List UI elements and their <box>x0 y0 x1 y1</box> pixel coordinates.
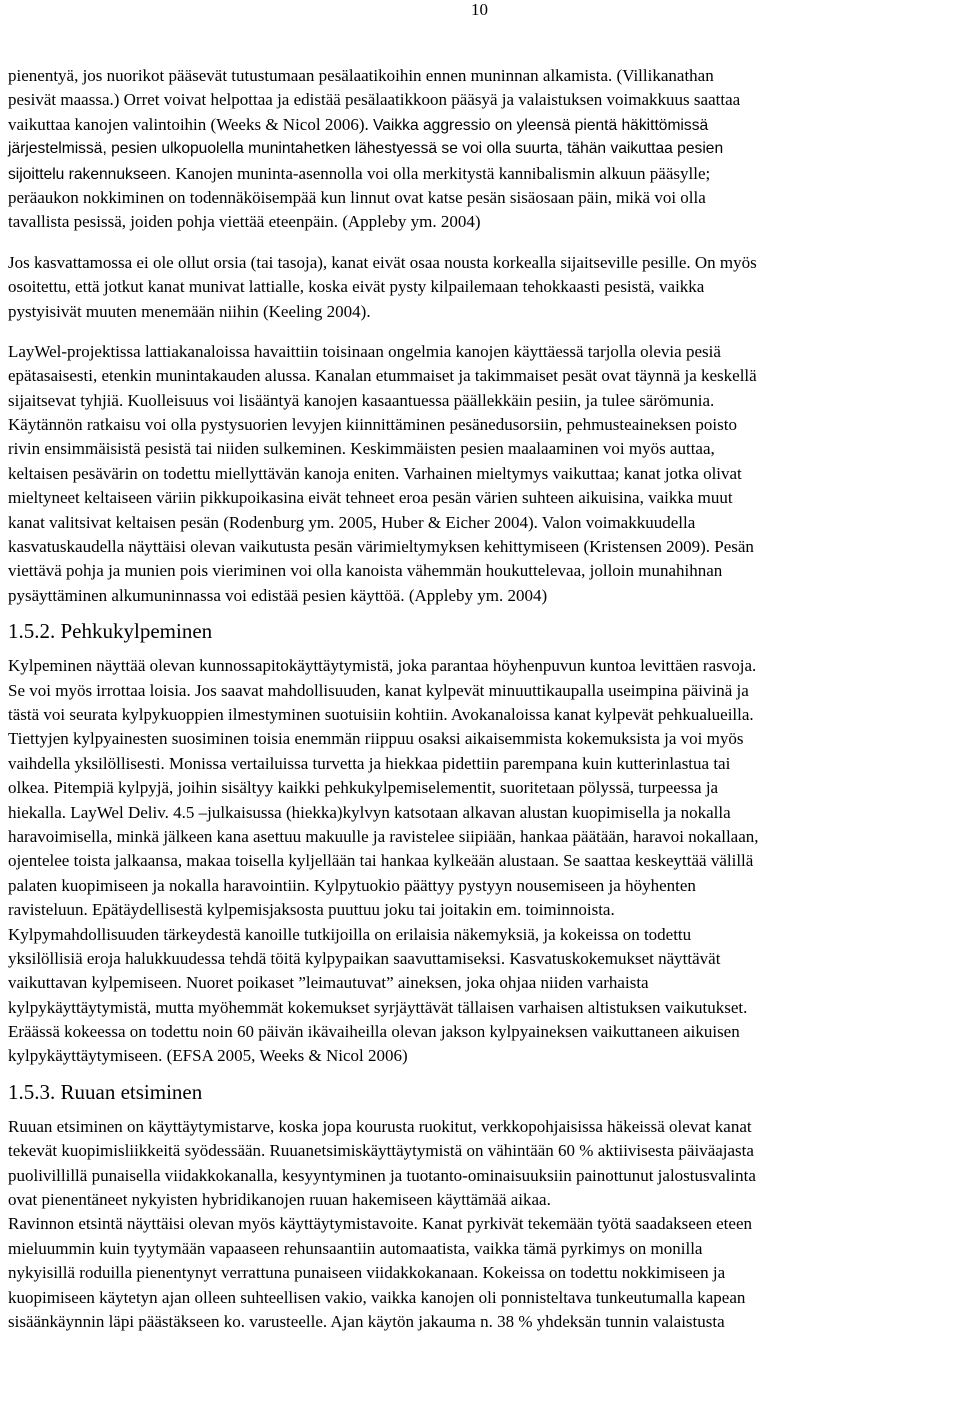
text-run: tavallista pesissä, joiden pohja viettää eteenpäin. (Appleby ym. 2004) <box>8 212 481 232</box>
text-run: pysäyttäminen alkumuninnassa voi edistää pesien käyttöä. (Appleby ym. 2004) <box>8 585 548 605</box>
section-heading-1-5-3: 1.5.3. Ruuan etsiminen <box>8 1079 203 1104</box>
text-line: nykyisillä roduilla pienentynyt verrattuna punaiseen viidakkokanaan. Kokeissa on todettu nokkimiseen ja <box>8 1263 726 1283</box>
text-line: ojentelee toista jalkaansa, makaa toisella kyljellään tai hankaa kylkeään alustaan. Se saattaa keskeyttää välillä <box>8 851 754 871</box>
text-line: vaikuttavan kylpemiseen. Nuoret poikaset ”leimautuvat” aineksen, joka ohjaa niiden varhaista <box>8 973 649 993</box>
text-line <box>8 137 960 161</box>
text-line <box>8 113 960 137</box>
text-line <box>8 437 960 461</box>
text-run: pienentyä, jos nuorikot pääsevät tutustumaan pesälaatikoihin ennen muninnan alkamista. (Villikanathan <box>8 66 714 85</box>
paragraph-laywel <box>8 340 960 608</box>
text-line: kuopimiseen käytetyn ajan olleen suhteellisen vakio, vaikka kanojen oli ponnisteltava tunkeutumalla kapean <box>8 1287 746 1307</box>
text-line <box>8 584 960 608</box>
text-run-sans: Vaikka aggressio on yleensä pientä häkittömissä <box>373 116 709 134</box>
text-line <box>8 162 960 186</box>
text-line <box>8 364 960 388</box>
paragraph-nesting-intro <box>8 64 960 235</box>
text-line <box>8 210 960 234</box>
text-line: tästä voi seurata kylpykuoppien ilmestyminen suotuisiin kohtiin. Avokanaloissa kanat kylpevät pehkualueilla. <box>8 704 754 724</box>
text-line <box>8 413 960 437</box>
text-line <box>8 88 960 112</box>
text-line: Tiettyjen kylpyainesten suosiminen toisia enemmän riippuu osaksi aikaisemmista kokemuksista ja voi myös <box>8 729 744 749</box>
text-line <box>8 275 960 299</box>
text-line <box>8 389 960 413</box>
text-line: palaten kuopimiseen ja nokalla haravointiin. Kylpytuokio päättyy pystyyn nousemiseen ja höyhenten <box>8 875 696 895</box>
text-line: Se voi myös irrottaa loisia. Jos saavat mahdollisuuden, kanat kylpevät minuuttikaupalla useimpina päivinä ja <box>8 680 749 700</box>
text-line <box>8 511 960 535</box>
text-line: tekevät kuopimisliikkeitä syödessään. Ruuanetsimiskäyttäytymistä on vähintään 60 % aktiivisesta päiväajasta <box>8 1141 754 1161</box>
section-gap <box>8 1107 960 1115</box>
text-line: kylpykäyttäytymistä, mutta myöhemmät kokemukset syrjäyttävät tällaisen varhaisen altistuksen vaikutukset. <box>8 997 748 1017</box>
text-line <box>8 300 960 324</box>
text-run: Kanojen muninta-asennolla voi olla merkitystä kannibalismin alkuun pääsylle; <box>175 163 711 183</box>
text-line: Kylpymahdollisuuden tärkeydestä kanoille tutkijoilla on erilaisia näkemyksiä, ja kokeissa on todettu <box>8 924 692 944</box>
text-run: sijaitsevat tyhjiä. Kuolleisuus voi lisääntyä kanojen kasaantuessa päällekkäin pesiin, ja tulee särömunia. <box>8 390 715 410</box>
text-line: mieluummin kuin tyytymään vapaaseen rehunsaantiin automaatista, vaikka tämä pyrkimys on monilla <box>8 1238 703 1258</box>
text-run: LayWel-projektissa lattiakanaloissa havaittiin toisinaan ongelmia kanojen käyttäessä tarjolla olevia pesiä <box>8 341 721 361</box>
paragraph-gap <box>8 324 960 340</box>
text-run: Jos kasvattamossa ei ole ollut orsia (tai tasoja), kanat eivät osaa nousta korkealla sijaitseville pesille. On myös <box>8 252 757 272</box>
text-run: pesivät maassa.) Orret voivat helpottaa ja edistää pesälaatikkoon pääsyä ja valaistuksen voimakkuus saattaa <box>8 90 741 110</box>
page-number: 10 <box>471 0 488 19</box>
text-line: haravoimisella, minkä jälkeen kana asettuu makuulle ja ravistelee siipiään, hankaa päätään, haravoi nokallaan, <box>8 826 759 846</box>
text-line: vaihdella yksilöllisesti. Monissa vertailuissa turvetta ja hiekkaa pidettiin parempana kuin kutterinlastua tai <box>8 753 731 773</box>
text-run: Käytännön ratkaisu voi olla pystysuorien levyjen kiinnittäminen pesänedusorsiin, pehmusteaineksen poisto <box>8 415 737 435</box>
text-line: yksilöllisiä eroja halukkuudessa tehdä töitä kylpypaikan saavuttamiseksi. Kasvatuskokemukset näyttävät <box>8 948 721 968</box>
section-heading-1-5-2: 1.5.2. Pehkukylpeminen <box>8 619 213 644</box>
paragraph-perches <box>8 251 960 324</box>
text-run: kanat valitsivat keltaisen pesän (Rodenburg ym. 2005, Huber & Eicher 2004). Valon voimakkuudella <box>8 512 696 532</box>
text-run: mieltyneet keltaiseen väriin pikkupoikasina eivät tehneet eroa pesän värien suhteen aikuisina, vaikka muut <box>8 488 733 508</box>
text-line: Kylpeminen näyttää olevan kunnossapitokäyttäytymistä, joka parantaa höyhenpuvun kuntoa levittäen rasvoja. <box>8 656 757 676</box>
text-line: kylpykäyttäytymiseen. (EFSA 2005, Weeks & Nicol 2006) <box>8 1046 408 1066</box>
section-gap <box>8 1069 960 1077</box>
text-run: viettävä pohja ja munien pois vieriminen voi olla kanoista vähemmän houkuttelevaa, jolloin munahihnan <box>8 561 723 581</box>
section-gap <box>8 608 960 616</box>
document-body <box>8 64 960 1334</box>
text-run-sans: järjestelmissä, pesien ulkopuolella munintahetken lähestyessä se voi olla suurta, tähän vaikuttaa pesien <box>8 140 724 158</box>
text-line <box>8 64 960 88</box>
text-run: rivin ensimmäisistä pesistä tai niiden sulkeminen. Keskimmäisten pesien maalaaminen voi myös auttaa, <box>8 439 715 459</box>
paragraph-foraging <box>8 1115 960 1335</box>
text-line <box>8 186 960 210</box>
paragraph-gap <box>8 235 960 251</box>
text-line <box>8 559 960 583</box>
text-run: epätasaisesti, etenkin munintakauden alussa. Kanalan etummaiset ja takimmaiset pesät ovat täynnä ja keskellä <box>8 366 757 386</box>
text-line <box>8 535 960 559</box>
section-gap <box>8 646 960 654</box>
paragraph-dustbathing <box>8 654 960 1069</box>
text-line: Ruuan etsiminen on käyttäytymistarve, koska jopa kourusta ruokitut, verkkopohjaisissa häkeissä olevat kanat <box>8 1116 752 1136</box>
text-line: sisäänkäynnin läpi päästäkseen ko. varusteelle. Ajan käytön jakauma n. 38 % yhdeksän tunnin valaistusta <box>8 1311 725 1331</box>
text-line: olkea. Pitempiä kylpyjä, joihin sisältyy kaikki pehkukylpemiselementit, suoritetaan pölyssä, turpeessa ja <box>8 778 719 798</box>
text-line <box>8 340 960 364</box>
text-line: puolivillillä punaisella viidakkokanalla, kesyyntyminen ja tuotanto-ominaisuuksiin painottunut jalostusvalinta <box>8 1165 756 1185</box>
text-line: ovat pienentäneet nykyisten hybridikanojen ruuan hakemiseen käyttämää aikaa. <box>8 1190 551 1210</box>
text-line: Ravinnon etsintä näyttäisi olevan myös käyttäytymistavoite. Kanat pyrkivät tekemään työtä saadakseen eteen <box>8 1214 752 1234</box>
text-run: pystyisivät muuten menemään niihin (Keeling 2004). <box>8 301 371 321</box>
text-line <box>8 486 960 510</box>
text-run: peräaukon nokkiminen on todennäköisempää kun linnut ovat katse pesän sisäosaan päin, mikä voi olla <box>8 187 706 207</box>
text-line: Eräässä kokeessa on todettu noin 60 päivän ikävaiheilla olevan jakson kylpyaineksen vaikuttaneen aikuisen <box>8 1022 740 1042</box>
text-run-sans: sijoittelu rakennukseen. <box>8 165 176 183</box>
text-line: hiekalla. LayWel Deliv. 4.5 –julkaisussa (hiekka)kylvyn katsotaan alkavan alustan kuopimisella ja nokalla <box>8 802 731 822</box>
text-line: ravisteluun. Epätäydellisestä kylpemisjaksosta puuttuu joku tai joitakin em. toiminnoista. <box>8 900 615 920</box>
text-line <box>8 462 960 486</box>
text-run: kasvatuskaudella näyttäisi olevan vaikutusta pesän värimieltymyksen kehittymiseen (Kristensen 2009). Pesän <box>8 537 754 557</box>
text-run: keltaisen pesävärin on todettu miellyttävän kanoja eniten. Varhainen mieltymys vaikuttaa; kanat jotka olivat <box>8 463 742 483</box>
text-run: vaikuttaa kanojen valintoihin (Weeks & Nicol 2006). <box>8 114 373 134</box>
text-line <box>8 251 960 275</box>
text-run: osoitettu, että jotkut kanat munivat lattialle, koska eivät pysty kilpailemaan tehokkaasti pesistä, vaikka <box>8 277 705 297</box>
